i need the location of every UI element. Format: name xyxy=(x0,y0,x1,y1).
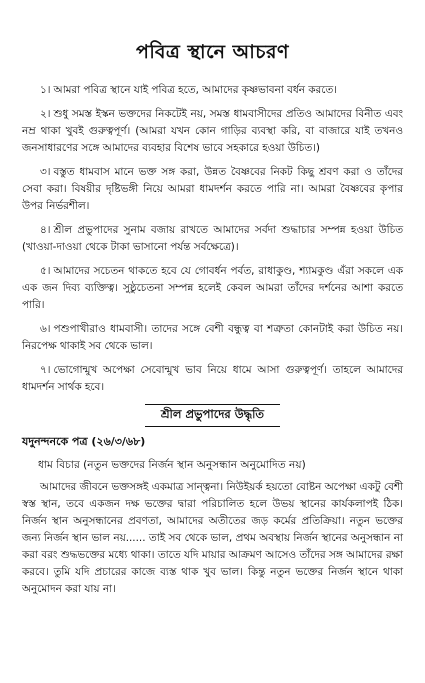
list-item xyxy=(22,106,403,157)
list-item xyxy=(22,321,403,355)
points-list xyxy=(22,82,403,396)
item-text: শুধু সমস্ত ইস্কন ভক্তদের নিকটেই নয়, সমস্ত ধামবাসীদের প্রতিও আমাদের বিনীত এবং নম্র থাকা খুবই গুরুত্বপূর্ণ। (আমরা যখন কোন গাড়ির ব্যবস্থা করি, বা বাজারে যাই তখনও জনসাধারণের সঙ্গে আমাদের ব্যবহার বিশেষ ভাবে সহকারে হওয়া উচিত।) xyxy=(22,108,403,154)
item-text: আমাদের সচেতন থাকতে হবে যে গোবর্ধন পর্বত, রাধাকুণ্ড, শ্যামকুণ্ড এঁরা সকলে এক এক জন দিব্য ব্যক্তিত্ব। সুষ্ঠুচেতনা সম্পন্ন হলেই কেবল আমরা তাঁদের দর্শনের আশা করতে পারি। xyxy=(22,265,403,311)
list-item xyxy=(22,263,403,314)
list-item xyxy=(22,82,403,99)
item-text: ভোগোন্মুখ অপেক্ষা সেবোন্মুখ ভাব নিয়ে ধামে আসা গুরুত্বপূর্ণ। তাহলে আমাদের ধামদর্শন সার্থক হবে। xyxy=(22,364,403,393)
page-title: পবিত্র স্থানে আচরণ xyxy=(135,41,289,63)
letter-subtitle: ধাম বিচার (নতুন ভক্তদের নির্জন স্থান অনুসন্ধান অনুমোদিত নয়) xyxy=(38,459,306,471)
item-text: আমরা পবিত্র স্থানে যাই পবিত্র হতে, আমাদের কৃষ্ণভাবনা বর্ধন করতে। xyxy=(53,84,337,96)
letter-heading: যদুনন্দনকে পত্র (২৬/৩/৬৮) xyxy=(22,435,146,448)
item-number: ৪। xyxy=(40,224,51,236)
quote-heading-text: শ্রীল প্রভুপাদের উদ্ধৃতি xyxy=(145,404,280,427)
letter-section xyxy=(22,433,403,598)
list-item xyxy=(22,362,403,396)
item-text: শ্রীল প্রভুপাদের সুনাম বজায় রাখতে আমাদের সর্বদা শুদ্ধাচার সম্পন্ন হওয়া উচিত (খাওয়া-দাওয়া থেকে টাকা ভাসানো পর্যন্ত সর্বক্ষেত্রে)। xyxy=(22,224,403,253)
item-number: ২। xyxy=(40,108,51,120)
item-number: ৩। xyxy=(40,166,51,178)
item-number: ১। xyxy=(40,84,51,96)
list-item xyxy=(22,222,403,256)
item-number: ৭। xyxy=(40,364,51,376)
letter-body: আমাদের জীবনে ভক্তসঙ্গই একমাত্র সান্ত্বনা। নিউইয়র্ক হয়তো বোষ্টন অপেক্ষা একটু বেশী স্বস্ত স্থান, তবে একজন দক্ষ ভক্তের দ্বারা পরিচালিত হলে উভয় স্থানের কার্যকলাপই ঠিক। নির্জন স্থান অনুসন্ধানের প্রবণতা, আমাদের অতীতের জড় কর্মের প্রতিক্রিয়া। নতুন ভক্তের জন্য নির্জন স্থান ভাল নয়...... তাই সব থেকে ভাল, প্রথম অবস্থায় নির্জন স্থানের অনুসন্ধান না করা বরং শুদ্ধভক্তের মধ্যে থাকা। তাতে যদি মায়ার আক্রমণ আসেও তাঁদের সঙ্গ আমাদের রক্ষা করবে। তুমি যদি প্রচারের কাজে ব্যস্ত থাক খুব ভাল। কিন্তু নতুন ভক্তের নির্জন স্থানে থাকা অনুমোদন করা যায় না। xyxy=(22,481,403,595)
item-text: পশুপাখীরাও ধামবাসী। তাদের সঙ্গে বেশী বন্ধুত্ব বা শত্রুতা কোনটাই করা উচিত নয়। নিরপেক্ষ থাকাই সব থেকে ভাল। xyxy=(22,323,403,352)
item-number: ৫। xyxy=(40,265,51,277)
item-number: ৬। xyxy=(40,323,51,335)
quote-section-heading xyxy=(22,404,403,427)
list-item xyxy=(22,164,403,215)
item-text: বস্তুত ধামবাস মানে ভক্ত সঙ্গ করা, উন্নত বৈষ্ণবের নিকট কিছু শ্রবণ করা ও তাঁদের সেবা করা। বিষয়ীর দৃষ্টিভঙ্গী নিয়ে আমরা ধামদর্শন করতে পারি না। আমরা বৈষ্ণবের কৃপার উপর নির্ভরশীল। xyxy=(22,166,403,212)
